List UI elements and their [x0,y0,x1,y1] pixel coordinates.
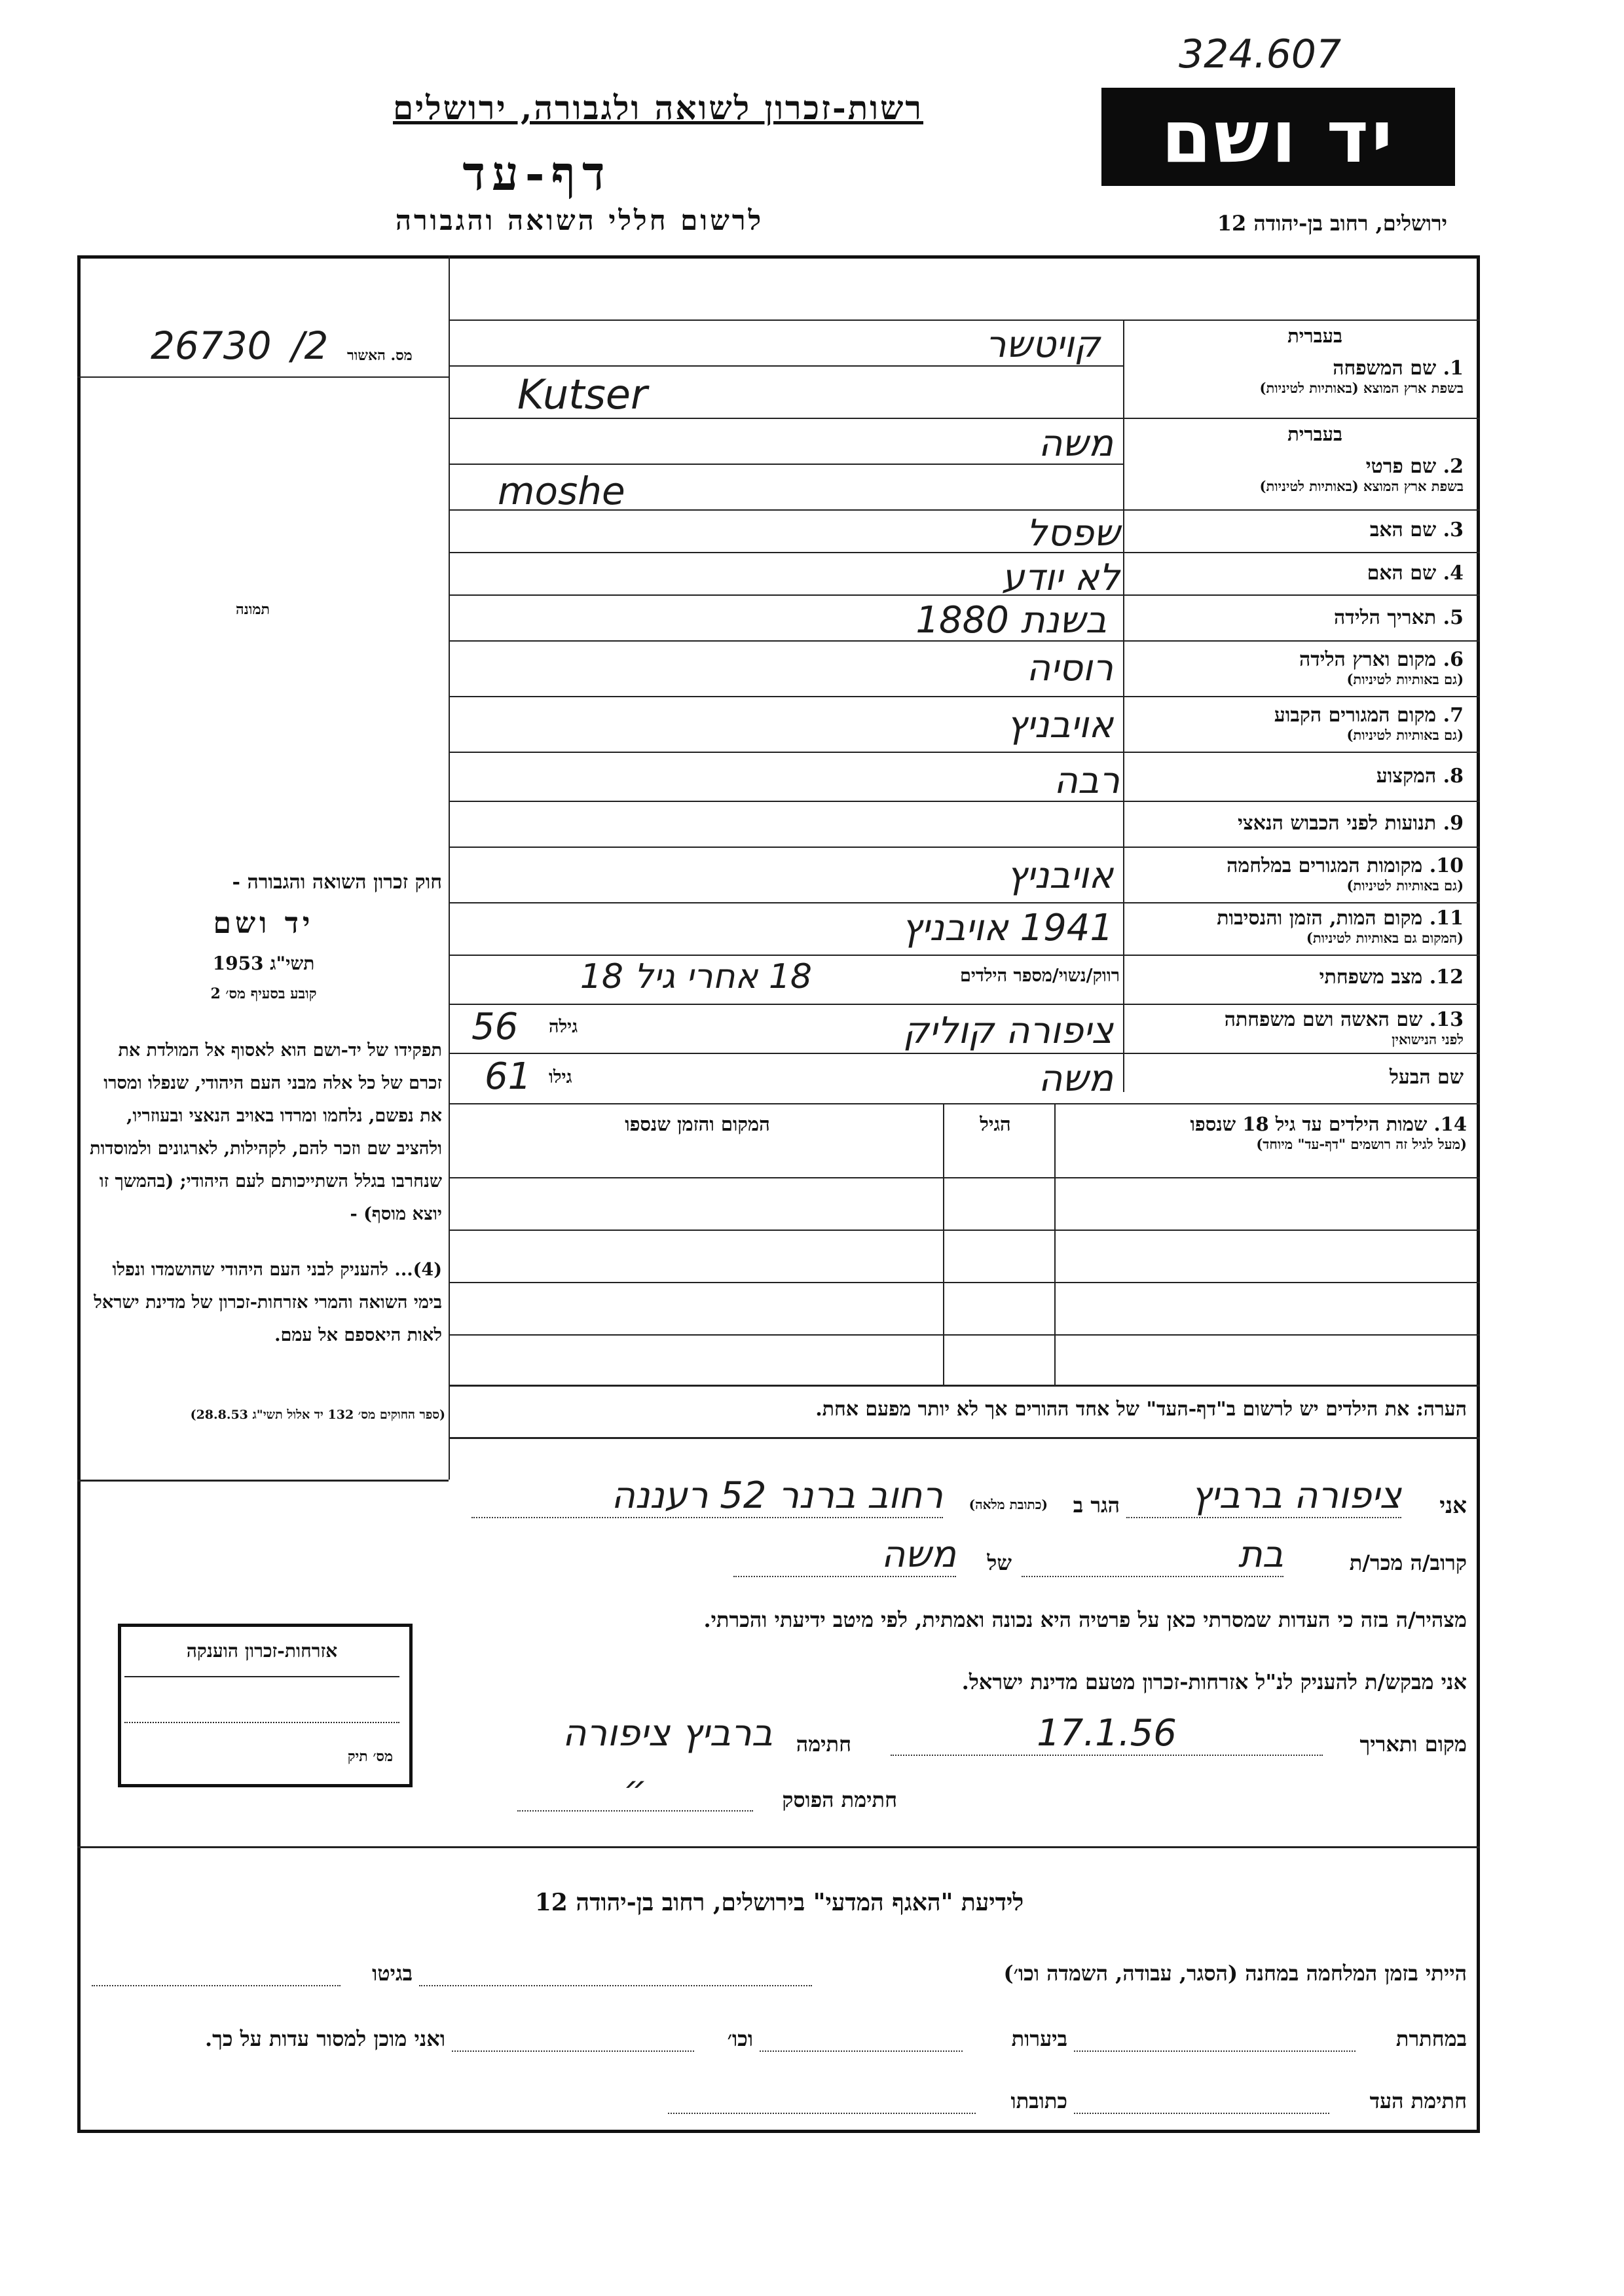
mother-name: לא יודע [1001,556,1120,599]
place-date-value: 17.1.56 [891,1712,1323,1756]
field-4-label: 4. שם האם [1367,562,1464,585]
bottom-forests: ביערות [1011,2026,1067,2051]
field-13-label: 13. שם האשה ושם משפחתה לפני הנישואין [1224,1008,1464,1048]
law-text-a: תפקידו של יד-ושם הוא לאסוף אל המולדת את זכרם של כל אלה מבני העם היהודי, שנפלו ומסרו את נפשם, נלחמו ומרדו באויב הנאצי ובעוזריו, ולהציב שם וזכר להם, לקהילות, לארגונים ולמוסדות שנחרבו בגלל השתייכותם לעם היהודי; (בהמשך זו יוצא מוסף) - [90,1040,442,1224]
approval-suffix: /2 [291,323,329,368]
photo-label: תמונה [236,601,270,618]
of-label: של [987,1550,1012,1575]
field-2-label: 2. שם פרטי בשפת ארץ המוצא (באותיות לטיניות) [1259,455,1464,494]
relation-label: קרוב/ה מכר/ת [1349,1550,1467,1575]
permanent-residence: אויבניץ [1006,704,1113,746]
wife-age: 56 [471,1006,519,1048]
children-place-col: המקום והזמן שנספו [625,1113,770,1135]
war-residence: אויבניץ [1006,854,1113,897]
field-7-label: 7. מקום המגורים הקבוע (גם באותיות לטיניות) [1274,704,1464,743]
death-place-date: 1941 אויבניץ [901,907,1113,949]
clerk-label: חתימת הפוסק [782,1787,897,1812]
declarant-name: ציפורה ברביץ [1126,1474,1401,1518]
father-name: שפסל [1026,512,1120,555]
signature-label: חתימה [796,1732,851,1757]
bottom-address: כתובתו [1010,2088,1067,2113]
profession: רבה [1054,759,1120,802]
clerk-value: ״ [517,1768,753,1812]
bottom-witness-sig: חתימת העד [1369,2088,1467,2113]
declarant-i: אני [1439,1493,1467,1519]
bottom-ready: ואני מוכן למסור עדות על כך. [204,2026,445,2051]
family-name-hebrew: קויטשר [985,323,1100,366]
approval-number: 26730 [151,323,272,368]
bottom-ghetto: בגיטו [372,1961,413,1986]
bottom-title: לידיעת "האגף המדעי" בירושלים, רחוב בן-יהודה 12 [534,1889,1024,1916]
children-age-col: הגיל [980,1113,1011,1135]
bottom-line1: הייתי בזמן המלחמה במחנה (הסגר, עבודה, השמדה וכו׳) [1003,1961,1467,1986]
marital-status-value: 18 אחרי גיל 18 [580,957,812,996]
husband-age: 61 [485,1055,532,1098]
field-3-label: 3. שם האב [1369,519,1464,541]
header-address: ירושלים, רחוב בן-יהודה 12 [1217,211,1447,236]
bottom-etc: וכו׳ [727,2026,753,2051]
field-9-label: 9. תנועות לפני הכבוש הנאצי [1238,812,1464,835]
law-title: חוק זכרון השואה והגבורה - [232,871,442,894]
address-label: (כתובת מלאה) [969,1497,1048,1512]
field-8-label: 8. המקצוע [1376,765,1464,788]
authority-title: רשות-זכרון לשואה ולגבורה, ירושלים [392,88,923,127]
wife-age-label: גילה [549,1017,578,1037]
husband-name: משה [1038,1057,1113,1100]
law-name: יד ושם [213,907,314,940]
place-date-label: מקום ותאריך [1359,1732,1467,1757]
field-12-label: 12. מצב משפחתי [1319,966,1464,989]
wife-name: ציפורה קוליק [902,1010,1113,1052]
field-6-label: 6. מקום וארץ הלידה (גם באותיות לטיניות) [1299,648,1464,687]
first-name-hebrew: משה [1038,422,1113,465]
relation-value: בת [1022,1533,1283,1577]
children-label: 14. שמות הילדים עד גיל 18 שנספו (מעל לגיל זה רושמים "דף-עד" מיוחד) [1190,1113,1467,1152]
field-1-label: 1. שם המשפחה בשפת ארץ המוצא (באותיות לטיניות) [1259,357,1464,396]
field-5-label: 5. תאריך הלידה [1334,606,1464,629]
form-purpose: לרשום חללי השואה והגבורה [395,204,764,236]
yad-vashem-logo: יד ושם [1101,88,1455,186]
field-10-label: 10. מקומות המגורים במלחמה (גם באותיות לטיניות) [1227,854,1464,894]
birth-place: רוסיה [1026,647,1113,689]
children-note: הערה: את הילדים יש לרשום ב"דף-העד" של אחד ההורים אך לא יותר מפעם אחת. [815,1398,1467,1421]
citizenship-file-label: מס׳ תיק [347,1748,393,1765]
husband-age-label: גילו [549,1067,572,1087]
law-footer: (ספר החוקים מס׳ 132 יד אלול תשי"ג 28.8.53) [190,1408,445,1422]
approval-label: מס. האשור [347,347,413,364]
archive-number: 324.607 [1179,31,1342,77]
declarant-address: רחוב ברנר 52 רעננה [471,1474,943,1518]
form-title: דף-עד [462,145,612,201]
request-text: אני מבקש/ת להעניק לנ"ל אזרחות-זכרון מטעם מדינת ישראל. [961,1669,1467,1694]
signature-value: ברביץ ציפורה [562,1712,773,1755]
citizenship-title: אזרחות-זכרון הוענקה [186,1640,338,1662]
declaration-text: מצהיר/ה בזה כי העדות שמסרתי כאן על פרטיה היא נכונה ואמתית, לפי מיטב ידיעתי והכרתי. [703,1607,1467,1632]
resides-label: הגר ב [1073,1493,1120,1518]
law-text-b: (4)... להעניק לבני העם היהודי שהושמדו ונפלו בימי השואה והמרי אזרחות-זכרון של מדינת ישראל לאות היאספם אל עמם. [94,1260,442,1345]
law-section: קובע בסעיף מס׳ 2 [210,985,317,1002]
field-1-lang: בעברית [1287,325,1342,347]
of-name: משה [733,1533,956,1577]
family-name-latin: Kutser [517,371,648,418]
field-11-label: 11. מקום המות, הזמן והנסיבות (המקום גם באותיות לטיניות) [1217,907,1464,946]
field-2-lang: בעברית [1287,423,1342,445]
birth-date: בשנת 1880 [915,599,1107,642]
first-name-latin: moshe [498,469,625,513]
law-year: תשי"ג 1953 [212,953,315,974]
husband-label: שם הבעל [1389,1066,1464,1089]
bottom-underground: במחתרת [1395,2026,1467,2051]
marital-status-options: רווק/נשוי/מספר הילדים [959,966,1120,986]
